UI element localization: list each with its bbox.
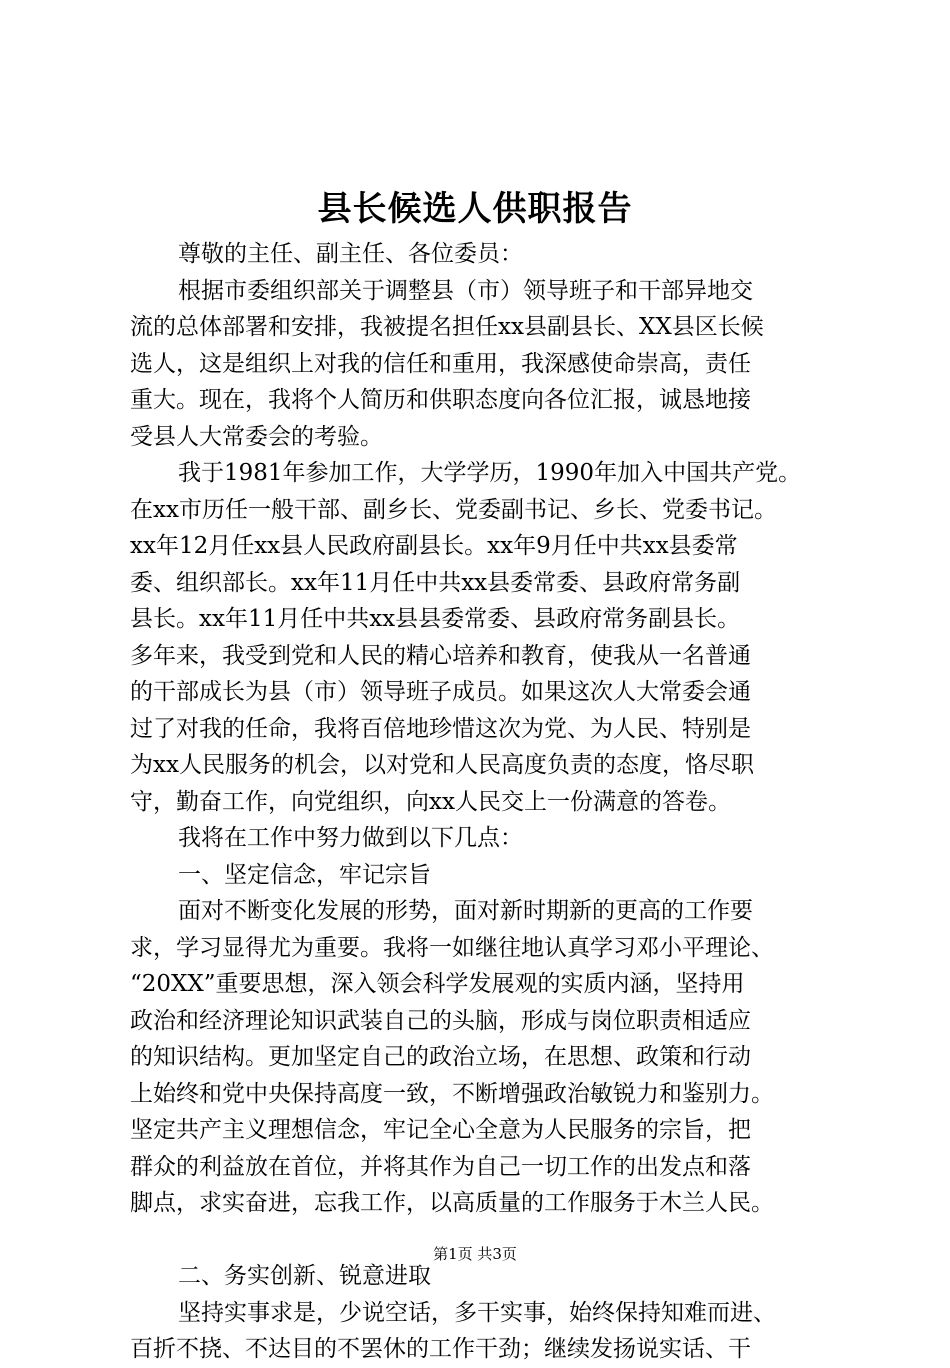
section-heading: 一、坚定信念，牢记宗旨 bbox=[178, 861, 431, 888]
paragraph-line: 百折不挠、不达目的不罢休的工作干劲；继续发扬说实话、干 bbox=[130, 1336, 751, 1362]
paragraph-line: 我将在工作中努力做到以下几点： bbox=[178, 825, 523, 851]
paragraph-line: 守，勤奋工作，向党组织，向xx人民交上一份满意的答卷。 bbox=[130, 788, 731, 815]
paragraph-line: 面对不断变化发展的形势，面对新时期新的更高的工作要 bbox=[178, 898, 753, 924]
section-heading: 二、务实创新、锐意进取 bbox=[178, 1263, 431, 1289]
paragraph-line: 上始终和党中央保持高度一致，不断增强政治敏锐力和鉴别力。 bbox=[130, 1080, 774, 1107]
document-body bbox=[130, 236, 850, 1368]
paragraph-line: 坚定共产主义理想信念，牢记全心全意为人民服务的宗旨，把 bbox=[130, 1117, 751, 1143]
paragraph-line: 多年来，我受到党和人民的精心培养和教育，使我从一名普通 bbox=[130, 642, 751, 669]
paragraph-line: 求，学习显得尤为重要。我将一如继往地认真学习邓小平理论、 bbox=[130, 934, 774, 961]
salutation-line: 尊敬的主任、副主任、各位委员： bbox=[178, 241, 523, 267]
paragraph-line: 委、组织部长。xx年11月任中共xx县委常委、县政府常务副 bbox=[130, 569, 741, 596]
paragraph-line: 受县人大常委会的考验。 bbox=[130, 423, 383, 450]
paragraph-line: 坚持实事求是，少说空话，多干实事，始终保持知难而进、 bbox=[178, 1299, 776, 1326]
paragraph-line: xx年12月任xx县人民政府副县长。xx年9月任中共xx县委常 bbox=[130, 533, 738, 559]
paragraph-line: 过了对我的任命，我将百倍地珍惜这次为党、为人民、特别是 bbox=[130, 715, 751, 742]
paragraph-line: 流的总体部署和安排，我被提名担任xx县副县长、XX县区长候 bbox=[130, 314, 764, 340]
paragraph-line: 的干部成长为县（市）领导班子成员。如果这次人大常委会通 bbox=[130, 679, 751, 705]
paragraph-line: 的知识结构。更加坚定自己的政治立场，在思想、政策和行动 bbox=[130, 1044, 751, 1070]
paragraph-line: 脚点，求实奋进，忘我工作，以高质量的工作服务于木兰人民。 bbox=[130, 1190, 774, 1216]
paragraph-line: “20XX”重要思想，深入领会科学发展观的实质内涵，坚持用 bbox=[130, 971, 745, 997]
page-footer: 第1页 共3页 bbox=[433, 1245, 517, 1263]
paragraph-line: 重大。现在，我将个人简历和供职态度向各位汇报，诚恳地接 bbox=[130, 387, 751, 413]
document-title: 县长候选人供职报告 bbox=[317, 189, 633, 229]
paragraph-line: 群众的利益放在首位，并将其作为自己一切工作的出发点和落 bbox=[130, 1153, 751, 1180]
paragraph-line: 为xx人民服务的机会，以对党和人民高度负责的态度，恪尽职 bbox=[130, 752, 754, 778]
paragraph-line: 我于1981年参加工作，大学学历，1990年加入中国共产党。 bbox=[178, 460, 802, 486]
paragraph-line: 选人，这是组织上对我的信任和重用，我深感使命崇高，责任 bbox=[130, 350, 751, 377]
paragraph-line: 县长。xx年11月任中共xx县县委常委、县政府常务副县长。 bbox=[130, 606, 741, 632]
paragraph-line: 在xx市历任一般干部、副乡长、党委副书记、乡长、党委书记。 bbox=[130, 496, 777, 523]
paragraph-line: 根据市委组织部关于调整县（市）领导班子和干部异地交 bbox=[178, 277, 753, 304]
paragraph-line: 政治和经济理论知识武装自己的头脑，形成与岗位职责相适应 bbox=[130, 1007, 751, 1034]
